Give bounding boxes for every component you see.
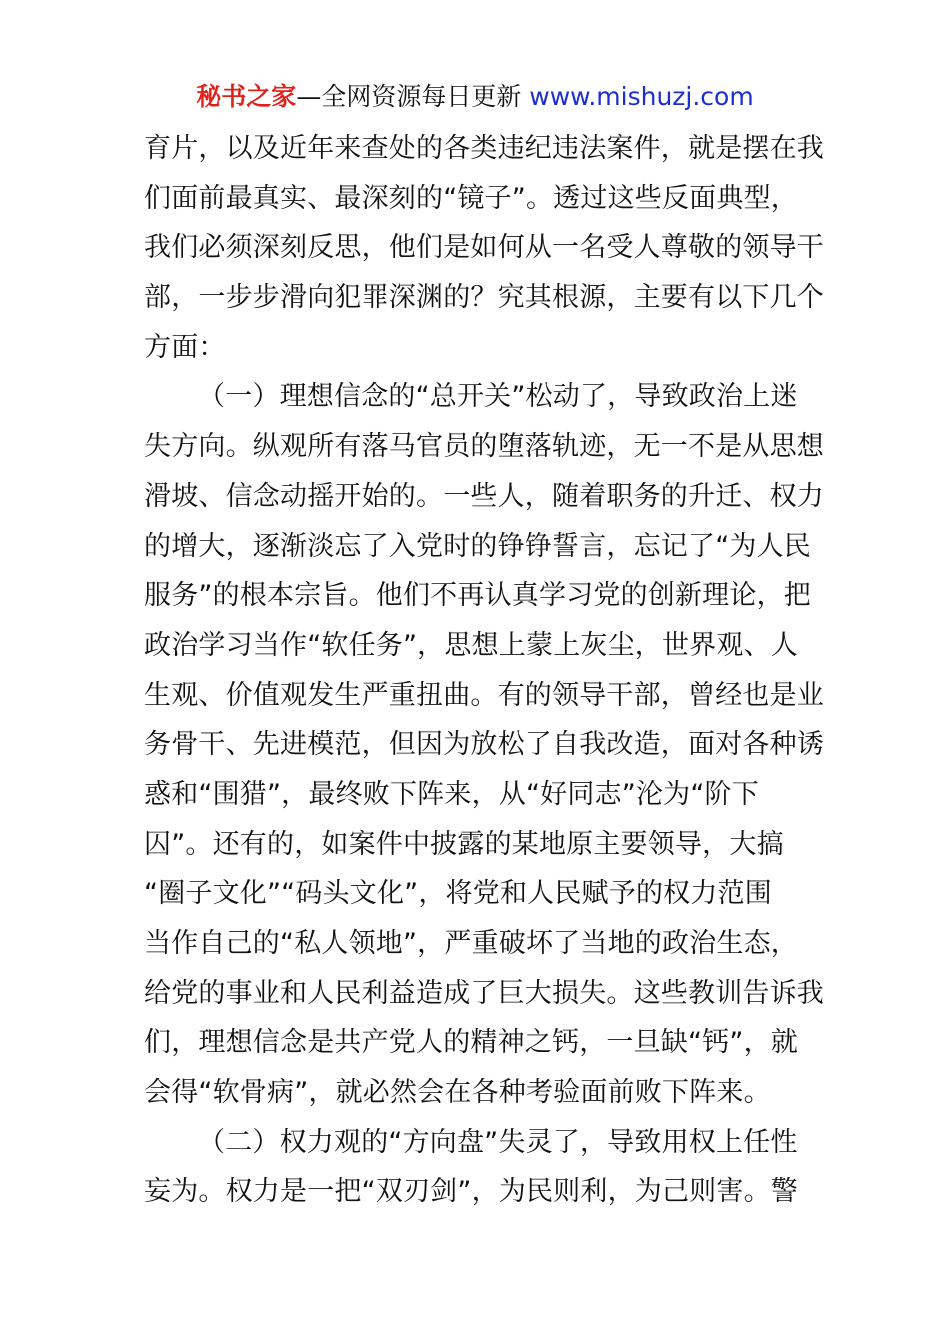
section-heading-line: （一）理想信念的“总开关”松动了，导致政治上迷 <box>198 381 798 413</box>
text-line: 方面： <box>144 331 226 363</box>
text-line: 滑坡、信念动摇开始的。一些人，随着职务的升迁、权力 <box>144 480 824 512</box>
site-tagline: —全网资源每日更新 <box>296 82 522 111</box>
text-line: 失方向。纵观所有落马官员的堕落轨迹，无一不是从思想 <box>144 431 824 463</box>
text-line: 务骨干、先进模范，但因为放松了自我改造，面对各种诱 <box>144 729 824 761</box>
text-line: 的增大，逐渐淡忘了入党时的铮铮誓言，忘记了“为人民 <box>144 530 811 562</box>
site-url-link[interactable]: www.mishuzj.com <box>529 82 754 111</box>
text-line: 政治学习当作“软任务”，思想上蒙上灰尘，世界观、人 <box>144 629 798 661</box>
text-line: 们面前最真实、最深刻的“镜子”。透过这些反面典型， <box>144 182 798 214</box>
text-line: 会得“软骨病”，就必然会在各种考验面前败下阵来。 <box>144 1077 771 1109</box>
text-line: 部，一步步滑向犯罪深渊的？究其根源，主要有以下几个 <box>144 282 824 314</box>
text-line: 我们必须深刻反思，他们是如何从一名受人尊敬的领导干 <box>144 232 824 264</box>
text-line: 们，理想信念是共产党人的精神之钙，一旦缺“钙”，就 <box>144 1027 798 1059</box>
document-body <box>144 124 824 1217</box>
text-line: 生观、价值观发生严重扭曲。有的领导干部，曾经也是业 <box>144 679 824 711</box>
text-line: 服务”的根本宗旨。他们不再认真学习党的创新理论，把 <box>144 580 811 612</box>
site-header <box>0 80 950 114</box>
section-heading-line: （二）权力观的“方向盘”失灵了，导致用权上任性 <box>198 1126 798 1158</box>
text-line: 当作自己的“私人领地”，严重破坏了当地的政治生态， <box>144 928 798 959</box>
text-line: 给党的事业和人民利益造成了巨大损失。这些教训告诉我 <box>144 977 824 1009</box>
text-line: 育片，以及近年来查处的各类违纪违法案件，就是摆在我 <box>144 133 824 164</box>
text-line: 囚”。还有的，如案件中披露的某地原主要领导，大搞 <box>144 828 784 860</box>
text-line: “圈子文化”“码头文化”，将党和人民赋予的权力范围 <box>144 878 772 910</box>
site-brand: 秘书之家 <box>196 82 297 111</box>
text-line: 妄为。权力是一把“双刃剑”，为民则利，为己则害。警 <box>144 1176 798 1208</box>
text-line: 惑和“围猎”，最终败下阵来，从“好同志”沦为“阶下 <box>144 778 759 810</box>
